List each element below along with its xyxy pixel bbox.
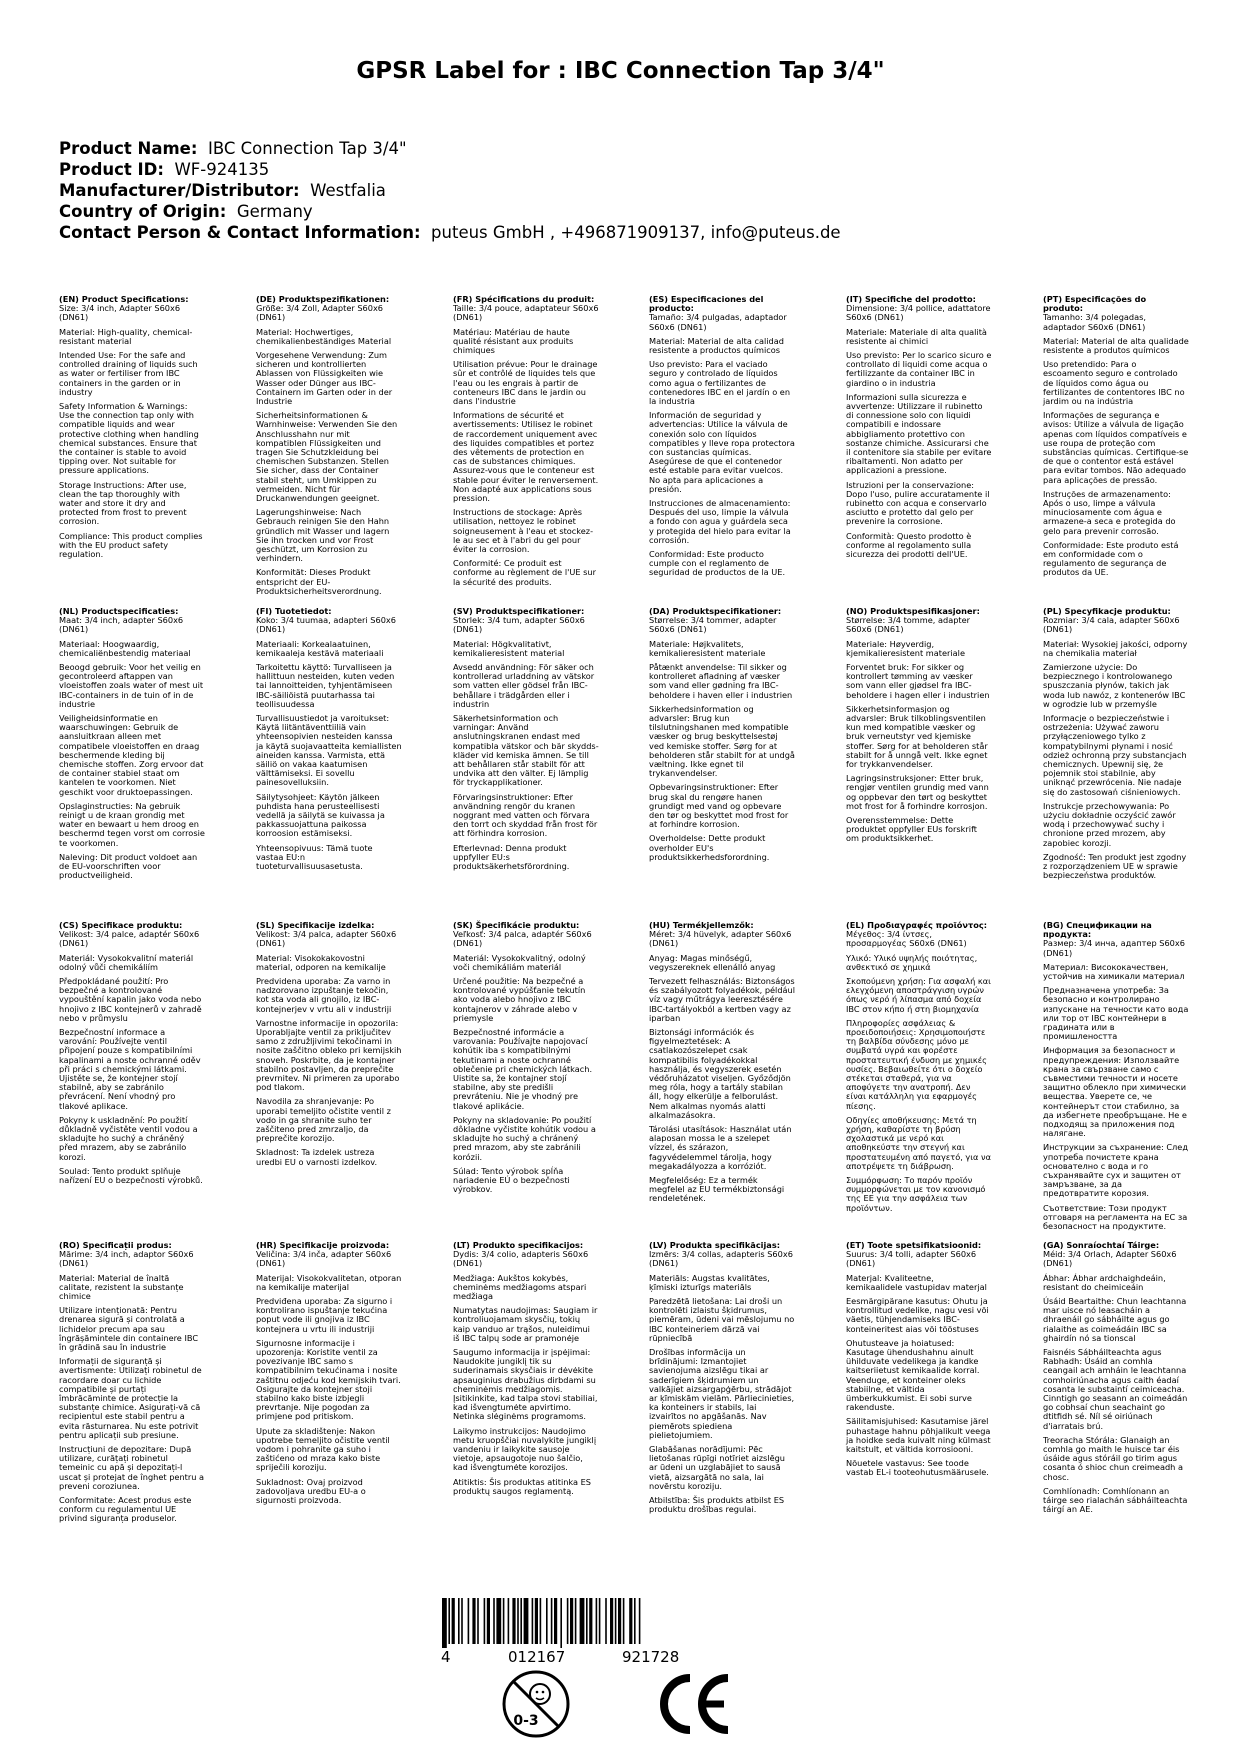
spec-line: Size: 3/4 inch, Adapter S60x6 (DN61) [59,303,181,323]
spec-line: Opslaginstructies: Na gebruik reinigt u de kraan grondig met water en bewaart u hem droog en beschermd tegen vorst om corrosie te voorkomen. [59,800,205,848]
barcode-bar [599,1598,601,1644]
language-heading: (FI) Tuotetiedot: [256,606,332,616]
spec-paragraph [453,607,599,635]
spec-line: Pokyny na skladovanie: Po použití dôkladne vyčistite kohútik vodou a skladujte ho suchý a chránený pred mrazom, aby ste zabránili korózii. [453,1114,596,1162]
language-block [256,295,402,601]
language-block [846,921,992,1218]
barcode-bar [484,1598,486,1644]
spec-line: Utilizare intenționată: Pentru drenarea sigură și controlată a lichidelor precum apa sau îngrășămintele din containere IBC în grădină sau în industrie [59,1305,199,1353]
barcode-bar [560,1598,562,1648]
spec-line: Υλικό: Υλικό υψηλής ποιότητας, ανθεκτικό σε χημικά [846,952,978,972]
spec-line: Materijal: Visokokvalitetan, otporan na kemikalije materijal [256,1272,402,1292]
spec-line: Soulad: Tento produkt splňuje nařízení EU o bezpečnosti výrobků. [59,1165,203,1186]
barcode-bar [605,1598,607,1644]
language-block [453,607,599,876]
spec-line: Forventet bruk: For sikker og kontrollert tømming av væsker som vann eller gjødsel fra IBC-beholdere i hagen eller i industrien [846,662,990,700]
spec-line: Materiaal: Hoogwaardig, chemicaliënbestendig materiaal [59,638,191,658]
spec-line: Предназначена употреба: За безопасно и контролирано изпускане на течности като вода или тор от IBC контейнери в градината или в промишлеността [1043,985,1189,1042]
product-name: IBC Connection Tap 3/4" [207,139,407,158]
language-block [846,1241,992,1483]
spec-line: Vorgesehene Verwendung: Zum sicheren und kontrollierten Ablassen von Flüssigkeiten wie Wasser oder Dünger aus IBC-Containern im Garten oder in der Industrie [256,350,393,407]
language-block [256,1241,402,1510]
spec-paragraph [59,607,205,635]
spec-line: Conformitate: Acest produs este conform cu regulamentul UE privind siguranța produselor. [59,1495,192,1524]
barcode-bar [468,1598,470,1644]
language-heading: (GA) Sonraíochtaí Táirge: [1043,1240,1160,1250]
spec-line: Treoracha Stórála: Glanaigh an comhla go maith le huisce tar éis úsáide agus stóráil go tirim agus cosanta ó shioc chun creimeadh a chosc. [1043,1434,1183,1482]
spec-line: Materjal: Kvaliteetne, kemikaalidele vastupidav materjal [846,1272,987,1292]
spec-line: Storlek: 3/4 tum, adapter S60x6 (DN61) [453,615,585,635]
barcode-bar [461,1598,463,1644]
spec-line: Instrucciones de almacenamiento: Después del uso, limpie la válvula a fondo con agua y guárdela seca y protegida del hielo para evitar la corrosión. [649,498,791,545]
spec-line: Yhteensopivuus: Tämä tuote vastaa EU:n tuoteturvallisuusasetusta. [256,842,373,872]
spec-line: Atbilstība: Šis produkts atbilst ES produktu drošības regulai. [649,1495,785,1515]
spec-line: Eesmärgipärane kasutus: Ohutu ja kontrollitud vedelike, nagu vesi või väetis, tühjendamiseks IBC-konteineritest aias või tööstuses [846,1296,989,1334]
language-block [59,921,205,1190]
barcode-bar [567,1598,569,1644]
language-heading: (PT) Especificações do produto: [1043,294,1147,314]
spec-paragraph [59,921,205,949]
spec-line: Tárolási utasítások: Használat után alaposan mossa le a szelepet vízzel, és szárazon, fagyvédelemmel tárolja, hogy megakadályozza a korróziót. [649,1124,792,1171]
spec-line: Tarkoitettu käyttö: Turvalliseen ja hallittuun nesteiden, kuten veden tai lannoitteiden, tyhjentämiseen IBC-säiliöistä puutarhassa tai teollisuudessa [256,662,395,709]
spec-line: Mărime: 3/4 inch, adaptor S60x6 (DN61) [59,1249,194,1269]
spec-line: Maat: 3/4 inch, adapter S60x6 (DN61) [59,615,184,635]
barcode-bar [596,1598,598,1644]
spec-line: Conformidad: Este producto cumple con el reglamento de seguridad de productos de la UE. [649,549,786,578]
spec-line: Veličina: 3/4 inča, adapter S60x6 (DN61) [256,1249,392,1269]
barcode-bar [580,1598,585,1644]
barcode-bar [508,1598,510,1644]
product-id-row [59,159,1199,180]
spec-line: Съответствие: Този продукт отговаря на регламента на ЕС за безопасност на продуктите. [1043,1202,1188,1232]
spec-line: Drošības informācija un brīdinājumi: Izmantojiet savienojuma aizslēgu tikai ar saderīgiem šķidrumiem un valkājiet aizsargapģērbu, strādājot ar ķīmiskām vielām. Pārliecinieties, ka konteiners ir stabils, lai izvairītos no apgāšanās. Nav piemērots spiediena pielietojumiem. [649,1347,795,1440]
spec-line: Συμμόρφωση: Το παρόν προϊόν συμμορφώνεται με τον κανονισμό της ΕΕ για την ασφάλεια των προϊόντων. [846,1175,986,1213]
spec-line: Instrucțiuni de depozitare: După utilizare, curățați robinetul temeinic cu apă și depozitați-l uscat și protejat de înghet pentru a preveni coroziunea. [59,1444,205,1491]
spec-paragraph [256,921,402,949]
spec-line: Dydis: 3/4 colio, adapteris S60x6 (DN61) [453,1249,589,1269]
language-block [846,295,992,564]
barcode-bar [610,1598,613,1644]
barcode-bar [524,1598,529,1644]
spec-line: Beoogd gebruik: Voor het veilig en gecontroleerd aftappen van vloeistoffen zoals water of mest uit IBC-containers in de tuin of in de industrie [59,662,204,709]
spec-line: Laikymo instrukcijos: Naudojimo metu kruopščiai nuvalykite jungiklį vandeniu ir laikykite sausoje vietoje, apsaugotoje nuo šalčio, kad išvengtumėte korozijos. [453,1425,597,1473]
barcode-bar [477,1598,479,1644]
spec-paragraph [59,295,205,323]
barcode-bar [493,1598,495,1644]
language-block [453,921,599,1199]
origin-row [59,201,1199,222]
barcode-bar [589,1598,592,1644]
language-heading: (EN) Product Specifications: [59,294,189,304]
spec-line: Safety Information & Warnings: Use the connection tap only with compatible liquids and wear protective clothing when handling chemical substances. Ensure that the container is stable to avoid tipping over. Not suitable for pressure applications. [59,401,199,476]
spec-line: Megfelelőség: Ez a termék megfelel az EU termékbiztonsági rendeletének. [649,1175,785,1204]
language-heading: (LV) Produkta specifikācijas: [649,1240,780,1250]
spec-line: Ábhar: Ábhar ardchaighdeáin, resistant do cheimiceáin [1043,1272,1166,1292]
origin-label: Country of Origin: [59,202,227,221]
spec-paragraph [846,607,992,635]
barcode-bar [458,1598,460,1644]
spec-line: Predviđena uporaba: Za sigurno i kontrolirano ispuštanje tekućina poput vode ili gnojiva iz IBC kontejnera u vrtu ili industriji [256,1296,393,1334]
manufacturer-label: Manufacturer/Distributor: [59,181,300,200]
spec-line: Ohutusteave ja hoiatused: Kasutage ühendushahnu ainult ühilduvate vedelikega ja kandke kaitseriietust kemikaalide korral. Veenduge, et konteiner oleks stabiilne, et vältida ümberkukkumist. Ei sobi surve rakenduste. [846,1337,980,1413]
spec-line: Súlad: Tento výrobok spĺňa nariadenie EÚ o bezpečnosti výrobkov. [453,1165,570,1195]
spec-line: Material: Visokokakovostni material, odporen na kemikalije [256,952,386,972]
spec-line: Sicherheitsinformationen & Warnhinweise: Verwenden Sie den Anschlusshahn nur mit kompatiblen Flüssigkeiten und tragen Sie Schutzkleidung bei chemischen Substanzen. Stellen Sie sicher, dass der Container stabil steht, um Umkippen zu vermeiden. Nicht für Druckanwendungen geeignet. [256,410,398,504]
language-heading: (HR) Specifikacije proizvoda: [256,1240,390,1250]
language-block [649,607,795,867]
spec-line: Předpokládané použití: Pro bezpečné a kontrolované vypouštění kapalin jako voda nebo hnojivo z IBC kontejnerů v zahradě nebo v průmyslu [59,976,202,1023]
language-heading: (SK) Špecifikácie produktu: [453,920,580,930]
spec-line: Istruzioni per la conservazione: Dopo l'uso, pulire accuratamente il rubinetto con acqua e conservarlo asciutto e protetto dal gelo per prevenire la corrosione. [846,479,990,527]
spec-line: Úsáid Beartaithe: Chun leachtanna mar uisce nó leasacháin a dhraenáil go sábháilte agus go rialaithe as coimeádáin IBC sa ghairdín nó sa tionscal [1043,1296,1187,1343]
language-heading: (HU) Termékjellemzők: [649,920,754,930]
language-heading: (DE) Produktspezifikationen: [256,294,390,304]
barcode-bar [442,1598,447,1648]
spec-line: Σκοπούμενη χρήση: Για ασφαλή και ελεγχόμενη αποστράγγιση υγρών όπως νερό ή λίπασμα από δοχεία IBC στον κήπο ή στη βιομηχανία [846,976,991,1014]
spec-line: Instrukcje przechowywania: Po użyciu dokładnie oczyścić zawór wodą i przechowywać suchy i chronione przed mrozem, aby zapobiec korozji. [1043,800,1176,848]
spec-line: Tamaño: 3/4 pulgadas, adaptador S60x6 (DN61) [649,312,787,332]
spec-line: Comhlíonadh: Comhlíonann an táirge seo rialachán sábháilteachta táirgí an AE. [1043,1485,1188,1515]
barcode-bar [570,1598,573,1644]
spec-line: Méid: 3/4 Orlach, Adapter S60x6 (DN61) [1043,1249,1177,1269]
manufacturer-row [59,180,1199,201]
barcode-bar [472,1598,475,1644]
spec-line: Veľkosť: 3/4 palca, adaptér S60x6 (DN61) [453,929,592,949]
barcode-digit-1: 4 [441,1648,451,1666]
product-id-label: Product ID: [59,160,164,179]
spec-line: Sigurnosne informacije i upozorenja: Koristite ventil za povezivanje IBC samo s kompatibilnim tekućinama i nosite zaštitnu odjeću kod kemijskih tvari. Osigurajte da kontejner stoji stabilno kako biste izbjegli prevrtanje. Nije pogodan za primjene pod pritiskom. [256,1337,401,1422]
language-heading: (RO) Specificații produs: [59,1240,172,1250]
spec-line: Predvidena uporaba: Za varno in nadzorovano izpuštanje tekočin, kot sta voda ali gnojilo, iz IBC-kontejnerjev v vrtu ali v industriji [256,976,392,1014]
language-heading: (SL) Specifikacije izdelka: [256,920,375,930]
barcode-bar [551,1598,553,1644]
spec-line: Anyag: Magas minőségű, vegyszereknek ellenálló anyag [649,952,776,972]
spec-paragraph [453,295,599,323]
spec-line: Materiál: Vysokokvalitný, odolný voči chemikáliám materiál [453,952,586,972]
language-heading: (LT) Produkto specifikacijos: [453,1240,584,1250]
spec-line: Informazioni sulla sicurezza e avvertenze: Utilizzare il rubinetto di connessione solo con liquidi compatibili e indossare abbigliamento protettivo con sostanze chimiche. Assicurarsi che il contenitore sia stabile per evitare ribaltamenti. Non adatto per applicazioni a pressione. [846,391,992,476]
language-block [59,1241,205,1529]
spec-line: Οδηγίες αποθήκευσης: Μετά τη χρήση, καθαρίστε τη βρύση σχολαστικά με νερό και αποθηκεύστε την στεγνή και προστατευμένη από παγετό, για να αποτρέψετε τη διάβρωση. [846,1114,992,1171]
barcode-bar [448,1598,450,1644]
spec-line: Materiaali: Korkealaatuinen, kemikaaleja kestävä materiaali [256,638,384,658]
spec-line: Säkerhetsinformation och varningar: Använd anslutningskranen endast med kompatibla vätskor och bär skydds-kläder vid kemiska ämnen. Se till att behållaren står stabilt för att undvika att den välter. Ej lämplig för tryckapplikationer. [453,713,599,788]
spec-line: Materiál: Vysokokvalitní materiál odolný vůči chemikáliím [59,952,194,972]
spec-line: Bezpečnostní informace a varování: Používejte ventil připojení pouze s kompatibilními kapalinami a noste ochranné oděv při práci s chemickými látkami. Ujistěte se, že kontejner stojí stabilně, aby se zabránilo převrácení. Není vhodný pro tlakové aplikace. [59,1027,201,1111]
spec-line: Påtænkt anvendelse: Til sikker og kontrolleret afladning af væsker som vand eller gødning fra IBC-beholdere i haven eller i industrien [649,662,793,700]
barcode-bar [639,1598,641,1644]
barcode-bar [623,1598,625,1644]
spec-line: Matériau: Matériau de haute qualité résistant aux produits chimiques [453,326,574,356]
language-block [453,1241,599,1501]
spec-line: Informații de siguranță și avertismente: Utilizați robinetul de racordare doar cu lichide compatibile și purtați îmbrăcăminte de protecție la substanțe chimice. Asigurați-vă că recipientul este stabil pentru a evita răsturnarea. Nu este potrivit pentru aplicații sub presiune. [59,1356,202,1440]
language-heading: (EL) Προδιαγραφές προϊόντος: [846,920,987,930]
barcode-bar [540,1598,542,1644]
contact: puteus GmbH , +496871909137, info@puteus.de [431,223,841,242]
spec-line: Efterlevnad: Denna produkt uppfyller EU:s produktsäkerhetsförordning. [453,842,570,872]
language-block [453,295,599,592]
spec-line: Paredzētā lietošana: Lai droši un kontrolēti izlaistu šķidrumus, piemēram, ūdeni vai mēslojumu no IBC konteineriem dārzā vai rūpniecībā [649,1296,795,1343]
no-children-under-3-icon [500,1668,572,1740]
spec-line: Инструкции за съхранение: След употреба почистете крана основателно с вода и го съхранявайте сух и защитен от замръзване, за да предотвратите корозия. [1043,1142,1188,1199]
spec-line: Veiligheidsinformatie en waarschuwingen: Gebruik de aansluitkraan alleen met compatibele vloeistoffen en draag beschermende kleding bij chemische stoffen. Zorg ervoor dat de container stabiel staat om kantelen te voorkomen. Niet geschikt voor druktoepassingen. [59,713,204,797]
barcode-bar [618,1598,621,1644]
spec-line: Informacje o bezpieczeństwie i ostrzeżenia: Używać zaworu przyłączeniowego tylko z kompatybilnymi płynami i nosić odzież ochronną przy substancjach chemicznych. Upewnij się, że pojemnik stoi stabilnie, aby uniknąć przewrócenia. Nie nadaje się do zastosowań ciśnieniowych. [1043,713,1187,797]
spec-line: Størrelse: 3/4 tomme, adapter S60x6 (DN61) [846,615,971,635]
spec-line: Atitiktis: Šis produktas atitinka ES produktų saugos reglamentą. [453,1476,591,1496]
spec-line: Pokyny k uskladnění: Po použití důkladně vyčistěte ventil vodou a skladujte ho suchý a chráněný před mrazem, aby se zabránilo korozi. [59,1114,198,1162]
spec-line: Conformità: Questo prodotto è conforme al regolamento sulla sicurezza dei prodotti dell'UE. [846,530,972,560]
spec-line: Sukladnost: Ovaj proizvod zadovoljava uredbu EU-a o sigurnosti proizvoda. [256,1476,366,1506]
spec-line: Izmērs: 3/4 collas, adapteris S60x6 (DN61) [649,1249,793,1269]
spec-line: Saugumo informacija ir įspėjimai: Naudokite jungiklį tik su suderinamais skysčiais ir dėvėkite apsauginius drabužius dirbdami su cheminėmis medžiagomis. Įsitikinkite, kad talpa stovi stabiliai, kad išvengtumėte apvirtimo. Netinka slėginėms programoms. [453,1347,598,1422]
spec-line: Nõuetele vastavus: See toode vastab EL-i tooteohutusmäärusele. [846,1458,989,1478]
spec-line: Uso previsto: Para el vaciado seguro y controlado de líquidos como agua o fertilizantes de contenedores IBC en el jardín o en la industria [649,359,791,407]
spec-paragraph [256,295,402,323]
spec-paragraph [846,921,992,949]
spec-line: Turvallisuustiedot ja varoitukset: Käytä liitäntäventtiiliä vain yhteensopivien nesteiden kanssa ja käytä suojavaatteita kemiallisten aineiden kanssa. Varmista, että säiliö on vakaa kaatumisen välttämiseksi. Ei sovellu painesovelluksiin. [256,713,402,788]
spec-line: Información de seguridad y advertencias: Utilice la válvula de conexión solo con líquidos compatibles y lleve ropa protectora con sustancias químicas. Asegúrese de que el contenedor esté estable para evitar vuelcos. No apta para aplicaciones a presión. [649,410,795,494]
spec-line: Materiał: Wysokiej jakości, odporny na chemikalia materiał [1043,638,1188,658]
barcode-bar [634,1598,636,1644]
spec-line: Instructions de stockage: Après utilisation, nettoyez le robinet soigneusement à l'eau et stockez-le au sec et à l'abri du gel pour éviter la corrosion. [453,507,594,555]
spec-line: Sikkerhedsinformation og advarsler: Brug kun tilslutningshanen med kompatible væsker og brug beskyttelsestøj ved kemiske stoffer. Sørg for at beholderen står stabilt for at undgå væltning. Ikke egnet til trykanvendelser. [649,703,795,779]
spec-line: Compliance: This product complies with the EU product safety regulation. [59,530,203,560]
spec-line: Zgodność: Ten produkt jest zgodny z rozporządzeniem UE w sprawie bezpieczeństwa produktów. [1043,851,1187,881]
spec-line: Größe: 3/4 Zoll, Adapter S60x6 (DN61) [256,303,384,323]
product-id: WF-924135 [174,160,270,179]
spec-line: Материал: Висококачествен, устойчив на химикали материал [1043,961,1185,982]
spec-line: Utilisation prévue: Pour le drainage sûr et contrôlé de liquides tels que l'eau ou les engrais à partir de conteneurs IBC dans le jardin ou dans l'industrie [453,359,598,407]
manufacturer: Westfalia [310,181,386,200]
language-heading: (PL) Specyfikacje produktu: [1043,606,1171,616]
language-block [59,607,205,885]
language-block [1043,1241,1189,1519]
spec-paragraph [649,921,795,949]
product-name-row [59,138,1199,159]
spec-paragraph [453,921,599,949]
contact-row [59,222,1199,243]
language-heading: (DA) Produktspecifikationer: [649,606,782,616]
language-heading: (CS) Specifikace produktu: [59,920,183,930]
spec-line: Opbevaringsinstruktioner: Efter brug skal du rengøre hanen grundigt med vand og opbevare den tør og beskyttet mod frost for at forhindre korrosion. [649,782,789,830]
spec-line: Material: Material de alta calidad resistente a productos químicos [649,335,784,356]
spec-line: Materiale: Høyverdig, kjemikalieresistent materiale [846,638,965,658]
barcode-bar [496,1598,501,1644]
spec-line: Material: Material de înaltă calitate, rezistent la substanțe chimice [59,1272,184,1302]
spec-paragraph [649,607,795,635]
barcode-bar [535,1598,538,1644]
spec-line: Uso pretendido: Para o escoamento seguro e controlado de líquidos como água ou fertilizantes de contentores IBC no jardim ou na indústria [1043,359,1185,407]
language-block [1043,607,1189,885]
spec-line: Numatytas naudojimas: Saugiam ir kontroliuojamam skysčių, tokių kaip vanduo ar trąšos, nuleidimui iš IBC talpų sode ar pramonėje [453,1305,598,1343]
spec-line: Varnostne informacije in opozorila: Uporabljajte ventil za priključitev samo z združljivimi tekočinami in nosite zaščitno obleko pri kemijskih snoveh. Poskrbite, da je kontajner stabilno postavljen, da preprečite prevrnitev. Ni primeren za uporabo pod tlakom. [256,1017,402,1093]
age-warning-text: 0-3 [513,1713,539,1729]
origin: Germany [236,202,313,221]
spec-line: Conformidade: Este produto está em conformidade com o regulamento de segurança de produtos da UE. [1043,539,1179,578]
spec-line: Medžiaga: Aukštos kokybės, cheminėms medžiagoms atspari medžiaga [453,1272,587,1302]
barcode-bar [512,1598,515,1644]
barcode-bar [452,1598,455,1644]
spec-paragraph [59,1241,205,1269]
language-heading: (FR) Spécifications du produit: [453,294,595,304]
spec-line: Faisnéis Sábháilteachta agus Rabhadh: Úsáid an comhla ceangail ach amháin le leachtanna comhoiriúnacha agus caith éadaí cosanta le substaintí ceimiceacha. Cinntigh go seasann an coimeádán go cobhsaí chun seachaint go dtitfidh sé. Níl sé oiriúnach d'iarratais brú. [1043,1347,1188,1431]
barcode-bar [532,1598,534,1644]
language-heading: (ET) Toote spetsifikatsioonid: [846,1240,982,1250]
spec-paragraph [649,1241,795,1269]
barcode-bar [629,1598,632,1644]
spec-line: Informations de sécurité et avertissements: Utilisez le robinet de raccordement uniquement avec des liquides compatibles et portez des vêtements de protection en cas de substances chimiques. Assurez-vous que le conteneur est stable pour éviter le renversement. Non adapté aux applications sous pression. [453,410,599,504]
barcode-bar [615,1598,617,1644]
spec-line: Информация за безопасност и предупреждения: Използвайте крана за свързване само с съвместими течности и носете защитно облекло при химически вещества. Уверете се, че контейнерът стои стабилно, за да избегнете преобръщане. Не е подходящ за приложения под налягане. [1043,1045,1187,1139]
language-block [256,921,402,1172]
spec-line: Upute za skladištenje: Nakon upotrebe temeljito očistite ventil vodom i pohranite ga suho i zaštićeno od mraza kako biste spriječili koroziju. [256,1425,390,1473]
spec-paragraph [1043,295,1189,332]
spec-paragraph [846,1241,992,1269]
spec-line: Velikost: 3/4 palce, adaptér S60x6 (DN61) [59,929,200,949]
ce-mark-icon [658,1668,734,1740]
spec-line: Rozmiar: 3/4 cala, adapter S60x6 (DN61) [1043,615,1180,635]
language-heading: (SV) Produktspecifikationer: [453,606,585,616]
spec-line: Navodila za shranjevanje: Po uporabi temeljito očistite ventil z vodo in ga shranite suho ter zaščiteno pred zmrzaljo, da preprečite korozijo. [256,1096,391,1144]
barcode-bar [503,1598,505,1644]
spec-line: Suurus: 3/4 tolli, adapter S60x6 (DN61) [846,1249,977,1269]
language-block [1043,295,1189,583]
language-heading: (NO) Produktspesifikasjoner: [846,606,980,616]
spec-line: Lagerungshinweise: Nach Gebrauch reinigen Sie den Hahn gründlich mit Wasser und lagern Sie ihn trocken und vor Frost geschützt, um Korrosion zu verhindern. [256,507,390,564]
barcode-bar [586,1598,588,1644]
barcode-bar [520,1598,522,1644]
spec-paragraph [846,295,992,323]
language-block [649,295,795,583]
spec-line: Tamanho: 3/4 polegadas, adaptador S60x6 (DN61) [1043,312,1146,332]
language-block [649,1241,795,1519]
spec-line: Material: Hochwertiges, chemikalienbeständiges Material [256,326,392,346]
spec-line: Sikkerhetsinformasjon og advarsler: Bruk tilkoblingsventilen kun med kompatible væsker og bruk verneutstyr ved kjemiske stoffer. Sørg for at beholderen står stabilt for å unngå velt. Ikke egnet for trykkanvendelser. [846,703,988,770]
spec-line: Materiāls: Augstas kvalitātes, ķīmiski izturīgs materiāls [649,1272,770,1292]
language-block [256,607,402,876]
barcode-bar [546,1598,548,1644]
spec-line: Dimensione: 3/4 pollice, adattatore S60x6 (DN61) [846,303,991,323]
product-info [59,138,1199,243]
barcode-bar [487,1598,490,1644]
spec-line: Avsedd användning: För säker och kontrollerad urladdning av vätskor som vatten eller gödsel från IBC-behållare i trädgården eller i industrin [453,662,595,709]
page-title: GPSR Label for : IBC Connection Tap 3/4" [356,58,885,84]
language-block [846,607,992,849]
language-block [1043,921,1189,1236]
spec-line: Naleving: Dit product voldoet aan de EU-voorschriften voor productveiligheid. [59,851,198,881]
spec-line: Uso previsto: Per lo scarico sicuro e controllato di liquidi come acqua o fertilizzante da container IBC in giardino o in industria [846,350,992,388]
spec-line: Overensstemmelse: Dette produktet oppfyller EUs forskrift om produktsikkerhet. [846,815,978,844]
spec-paragraph [649,295,795,332]
spec-line: Conformité: Ce produit est conforme au règlement de l'UE sur la sécurité des produits. [453,558,596,587]
barcode-bar [554,1598,557,1644]
language-block [649,921,795,1209]
barcode-digit-2: 012167 [508,1648,566,1666]
spec-line: Material: High-quality, chemical-resistant material [59,326,193,346]
spec-line: Säilitamisjuhised: Kasutamise järel puhastage hahnu põhjalikult veega ja hoidke seda kuivalt ning külmast kaitstult, et vältida korrosiooni. [846,1416,991,1455]
spec-paragraph [256,1241,402,1269]
spec-line: Určené použitie: Na bezpečné a kontrolované vypúšťanie tekutín ako voda alebo hnojivo z IBC kontajnerov v záhrade alebo v priemysle [453,976,586,1023]
language-heading: (ES) Especificaciones del producto: [649,294,764,314]
spec-paragraph [1043,607,1189,635]
spec-line: Πληροφορίες ασφάλειας & προειδοποιήσεις: Χρησιμοποιήστε τη βαλβίδα σύνδεσης μόνο με συμβατά υγρά και φορέστε προστατευτική ένδυση με χημικές ουσίες. Βεβαιωθείτε ότι ο δοχείο στέκεται σταθερά, για να αποφύγετε την ανατροπή. Δεν είναι κατάλληλη για εφαρμογές πίεσης. [846,1017,987,1111]
language-heading: (NL) Productspecificaties: [59,606,179,616]
spec-line: Lagringsinstruksjoner: Etter bruk, rengjør ventilen grundig med vann og oppbevar den tørt og beskyttet mot frost for å forhindre korrosjon. [846,773,989,811]
spec-line: Taille: 3/4 pouce, adaptateur S60x6 (DN61) [453,303,599,323]
spec-line: Størrelse: 3/4 tommer, adapter S60x6 (DN61) [649,615,777,635]
spec-line: Размер: 3/4 инча, адаптер S60x6 (DN61) [1043,938,1185,958]
barcode-bar [517,1598,519,1644]
spec-line: Material: Högkvalitativt, kemikalieresistent material [453,638,565,658]
spec-line: Méret: 3/4 hüvelyk, adapter S60x6 (DN61) [649,929,792,949]
spec-paragraph [256,607,402,635]
spec-line: Intended Use: For the safe and controlled draining of liquids such as water or fertiliser from IBC containers in the garden or in industry [59,350,198,397]
spec-line: Instruções de armazenamento: Após o uso, limpe a válvula minuciosamente com água e armazene-a seca e protegida do gelo para prevenir corrosão. [1043,488,1176,536]
spec-paragraph [1043,921,1189,958]
barcode-bar [575,1598,577,1644]
spec-line: Overholdelse: Dette produkt overholder EU's produktsikkerhedsforordning. [649,833,770,862]
spec-line: Biztonsági információk és figyelmeztetések: A csatlakozószelepet csak kompatibilis folyadékokkal használja, és vegyszerek esetén védőruházatot viseljen. Győződjön meg róla, hogy a tartály stabilan áll, hogy elkerülje a felborulást. Nem alkalmas nyomás alatti alkalmazásokra. [649,1027,791,1120]
spec-line: Bezpečnostné informácie a varovania: Používajte napojovací kohútik iba s kompatibilnými tekutinami a noste ochranné oblečenie pri chemických látkach. Uistite sa, že kontajner stojí stabilne, aby ste predišli prevráteniu. Nie je vhodný pre tlakové aplikácie. [453,1027,593,1111]
spec-line: Förvaringsinstruktioner: Efter användning rengör du kranen noggrant med vatten och förvara den torrt och skyddad från frost för att förhindra korrosion. [453,791,598,839]
spec-line: Materiale: Højkvalitets, kemikalieresistent materiale [649,638,766,658]
spec-line: Tervezett felhasználás: Biztonságos és szabályozott folyadékok, például víz vagy műtrágya leeresztésére IBC-tartályokból a kertben vagy az iparban [649,976,796,1023]
spec-line: Zamierzone użycie: Do bezpiecznego i kontrolowanego spuszczania płynów, takich jak woda lub nawóz, z kontenerów IBC w ogrodzie lub w przemyśle [1043,662,1186,709]
spec-line: Glabāšanas norādījumi: Pēc lietošanas rūpīgi notīriet aizslēgu ar ūdeni un uzglabājiet to sausā vietā, aizsargātā no sala, lai novērstu koroziju. [649,1444,785,1491]
language-heading: (IT) Specifiche del prodotto: [846,294,976,304]
contact-label: Contact Person & Contact Information: [59,223,421,242]
spec-line: Velikost: 3/4 palca, adapter S60x6 (DN61) [256,929,397,949]
barcode-digit-3: 921728 [622,1648,680,1666]
spec-line: Koko: 3/4 tuumaa, adapteri S60x6 (DN61) [256,615,396,635]
spec-line: Säilytysohjeet: Käytön jälkeen puhdista hana perusteellisesti vedellä ja säilytä se kuivassa ja pakkassuojattuna paikossa korroosion estämiseksi. [256,791,385,839]
spec-line: Μέγεθος: 3/4 ίντσες, προσαρμογέας S60x6 (DN61) [846,929,967,949]
language-heading: (BG) Спецификации на продукта: [1043,920,1152,940]
spec-line: Material: Material de alta qualidade resistente a produtos químicos [1043,335,1189,356]
spec-line: Materiale: Materiale di alta qualità resistente ai chimici [846,326,987,346]
spec-line: Konformität: Dieses Produkt entspricht der EU-Produktsicherheitsverordnung. [256,567,382,596]
language-block [59,295,205,564]
product-name-label: Product Name: [59,139,198,158]
spec-line: Storage Instructions: After use, clean the tap thoroughly with water and store it dry and protected from frost to prevent corrosion. [59,479,187,527]
spec-line: Informações de segurança e avisos: Utilize a válvula de ligação apenas com líquidos compatíveis e use roupa de proteção com substâncias químicas. Certifique-se de que o contentor está estável para evitar tombos. Não adequado para aplicações de pressão. [1043,410,1189,485]
spec-paragraph [1043,1241,1189,1269]
barcode-icon [442,1598,682,1648]
spec-line: Skladnost: Ta izdelek ustreza uredbi EU o varnosti izdelkov. [256,1147,378,1167]
spec-paragraph [453,1241,599,1269]
